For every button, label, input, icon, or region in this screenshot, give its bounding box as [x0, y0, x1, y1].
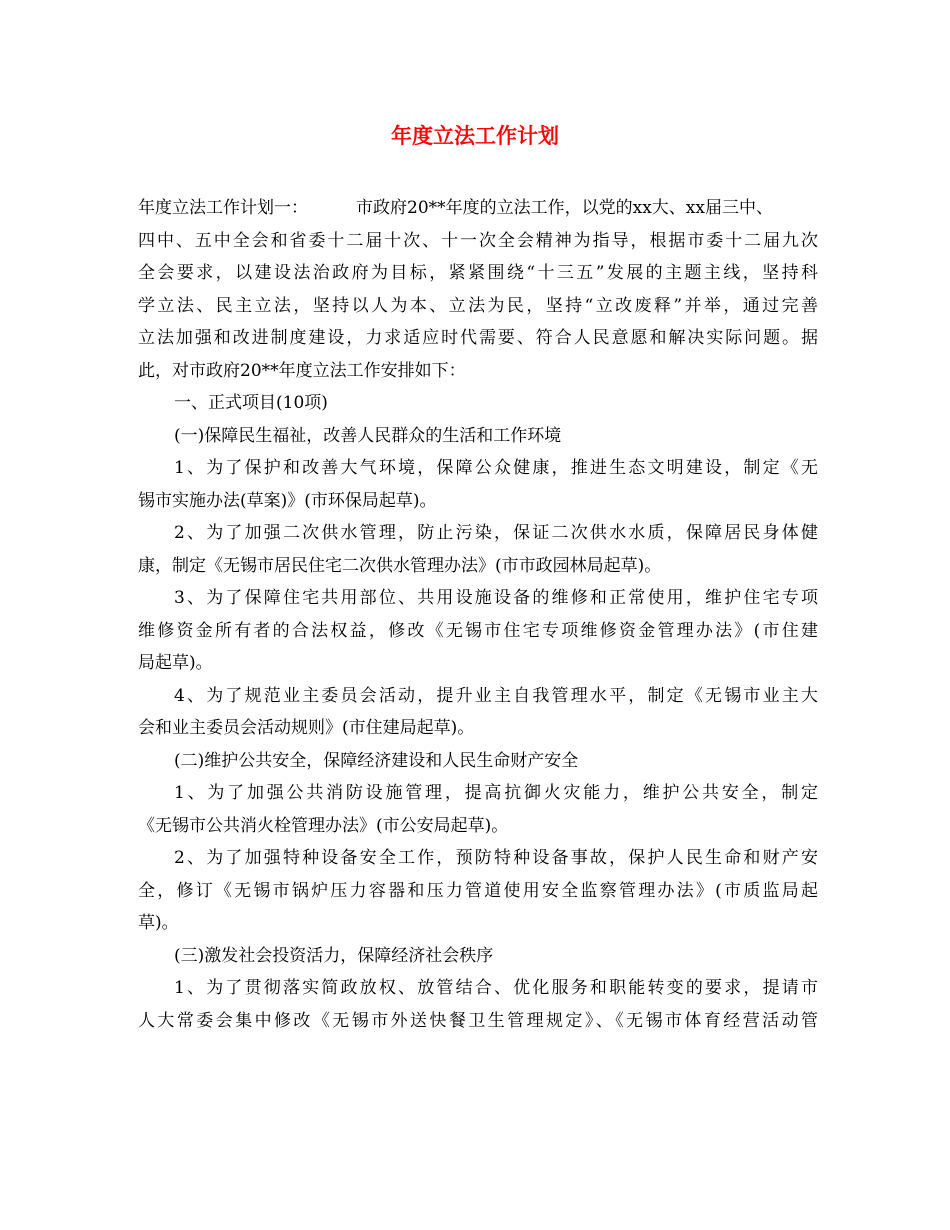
- text-line: 3、为了保障住宅共用部位、共用设施设备的维修和正常使用，维护住宅专项: [174, 588, 818, 608]
- section-heading: 一、正式项目(10项): [174, 393, 328, 413]
- text-line: 全，修订《无锡市锅炉压力容器和压力管道使用安全监察管理办法》(市质监局起: [138, 880, 818, 901]
- text-line: 立法加强和改进制度建设，力求适应时代需要、符合人民意愿和解决实际问题。据: [138, 328, 818, 348]
- section-heading: 年度立法工作计划一：: [138, 198, 308, 218]
- text-line: 此，对市政府20**年度立法工作安排如下：: [138, 360, 466, 381]
- subsection-heading: (二)维护公共安全，保障经济建设和人民生命财产安全: [174, 750, 579, 771]
- text-line: 康，制定《无锡市居民住宅二次供水管理办法》(市市政园林局起草)。: [138, 555, 662, 576]
- text-line: 2、为了加强特种设备安全工作，预防特种设备事故，保护人民生命和财产安: [174, 848, 818, 868]
- text-line: 人大常委会集中修改《无锡市外送快餐卫生管理规定》、《无锡市体育经营活动管: [138, 1010, 818, 1031]
- text-line: 4、为了规范业主委员会活动，提升业主自我管理水平，制定《无锡市业主大: [174, 685, 818, 706]
- text-line: 局起草)。: [138, 653, 213, 673]
- document-title: 年度立法工作计划: [391, 123, 559, 148]
- document-body: [138, 192, 818, 1037]
- text-line: [138, 192, 818, 225]
- subsection-heading: (三)激发社会投资活力，保障经济社会秩序: [174, 945, 494, 966]
- text-line: 《无锡市公共消火栓管理办法》(市公安局起草)。: [138, 815, 509, 836]
- text-line: 1、为了保护和改善大气环境，保障公众健康，推进生态文明建设，制定《无: [174, 458, 818, 478]
- text-line: 全会要求，以建设法治政府为目标，紧紧围绕“十三五”发展的主题主线，坚持科: [138, 263, 818, 283]
- text-line: 1、为了加强公共消防设施管理，提高抗御火灾能力，维护公共安全，制定: [174, 783, 818, 803]
- text-line: 草)。: [138, 913, 179, 933]
- text-line: 四中、五中全会和省委十二届十次、十一次全会精神为指导，根据市委十二届九次: [138, 230, 818, 251]
- text-line: 会和业主委员会活动规则》(市住建局起草)。: [138, 718, 475, 738]
- text-line: 维修资金所有者的合法权益，修改《无锡市住宅专项维修资金管理办法》(市住建: [138, 620, 818, 641]
- text-line: 锡市实施办法(草案)》(市环保局起草)。: [138, 490, 437, 511]
- text-line: 1、为了贯彻落实简政放权、放管结合、优化服务和职能转变的要求，提请市: [174, 978, 818, 998]
- paragraph-text: 市政府20**年度的立法工作，以党的xx大、xx届三中、: [356, 198, 773, 218]
- subsection-heading: (一)保障民生福祉，改善人民群众的生活和工作环境: [174, 425, 562, 446]
- text-line: 学立法、民主立法，坚持以人为本、立法为民，坚持“立改废释”并举，通过完善: [138, 295, 818, 316]
- text-line: 2、为了加强二次供水管理，防止污染，保证二次供水水质，保障居民身体健: [174, 523, 818, 543]
